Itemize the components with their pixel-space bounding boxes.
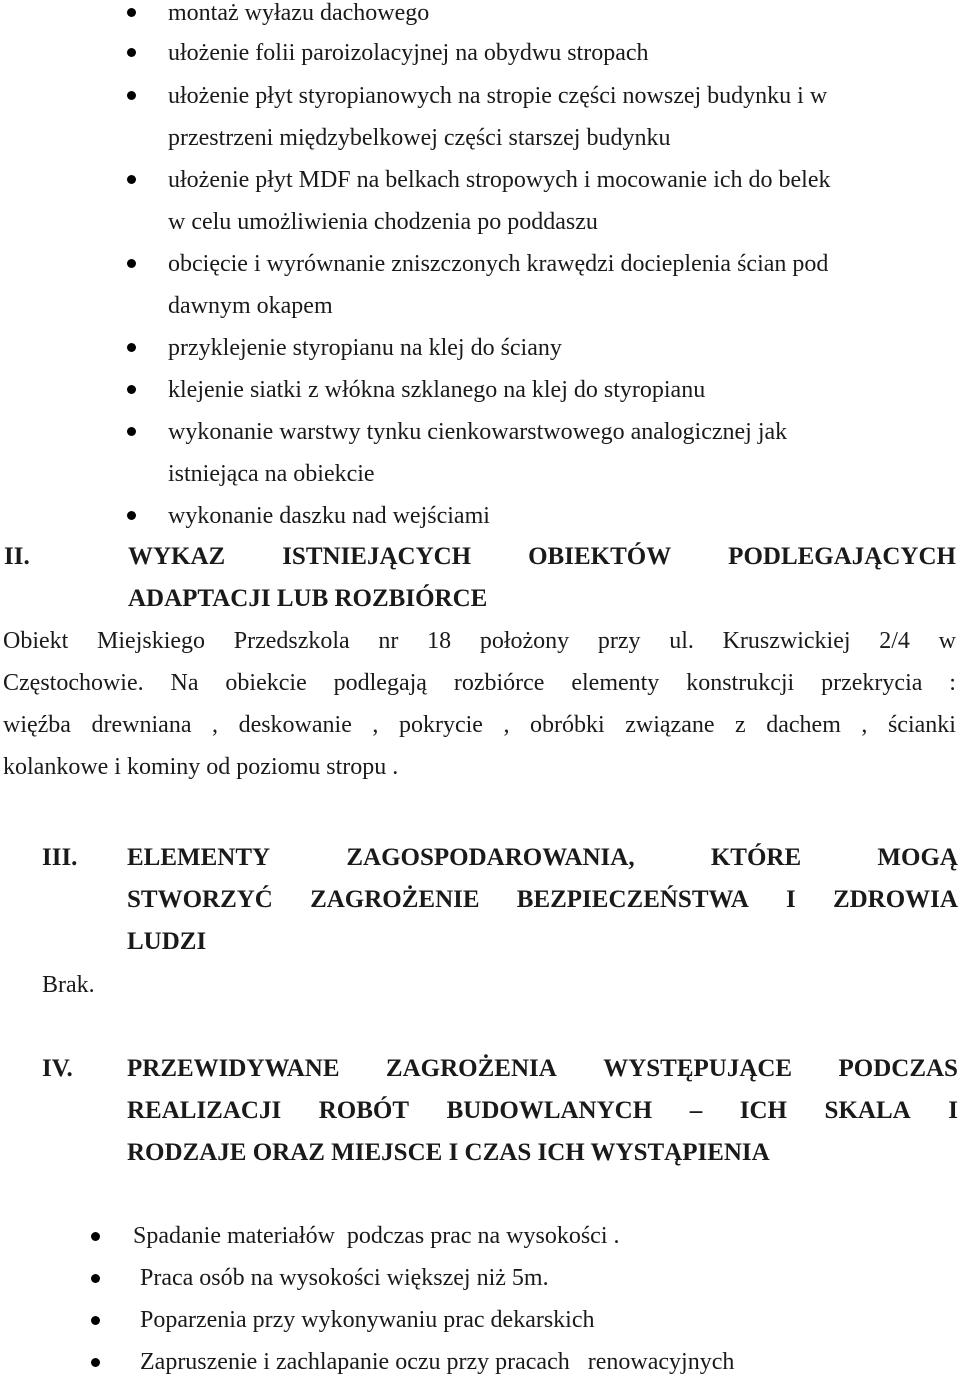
word: przekrycia (821, 670, 923, 696)
word: dachem (766, 712, 841, 738)
bullet-dot (91, 1358, 100, 1367)
bullet-dot (91, 1316, 100, 1325)
word: I (786, 886, 796, 913)
list-item-text: obcięcie i wyrównanie zniszczonych krawędzi docieplenia ścian pod (168, 251, 829, 277)
word: ścianki (887, 712, 956, 738)
list-item-text: wykonanie daszku nad wejściami (168, 503, 490, 529)
section-title: LUDZI (127, 928, 207, 955)
word: I (948, 1097, 958, 1124)
bullet-dot (127, 511, 136, 520)
section-title (127, 879, 958, 921)
word: ELEMENTY (127, 844, 271, 871)
paragraph-line: kolankowe i kominy od poziomu stropu . (3, 754, 399, 780)
word: , (212, 712, 219, 738)
section-title (127, 1048, 958, 1090)
bullet-dot (127, 91, 136, 100)
word: , (372, 712, 379, 738)
word: położony (479, 628, 570, 654)
list-item-text: montaż wyłazu dachowego (168, 0, 430, 26)
word: Przedszkola (233, 628, 350, 654)
paragraph-line (3, 662, 956, 704)
word: obiekcie (225, 670, 307, 696)
word: w (938, 628, 956, 654)
section-number: III. (42, 844, 78, 871)
word: BUDOWLANYCH (446, 1097, 653, 1124)
word: konstrukcji (686, 670, 795, 696)
word: SKALA (824, 1097, 911, 1124)
list-item-text: istniejąca na obiekcie (168, 461, 375, 487)
word: WYKAZ (128, 543, 226, 570)
list-item-text: przestrzeni międzybelkowej części starszej budynku (168, 125, 671, 151)
word: pokrycie (398, 712, 483, 738)
list-item-text: w celu umożliwienia chodzenia po poddaszu (168, 209, 598, 235)
list-item-text: wykonanie warstwy tynku cienkowarstwowego analogicznej jak (168, 419, 788, 445)
word: ZAGROŻENIE (310, 886, 480, 913)
list-item-text: ułożenie płyt styropianowych na stropie części nowszej budynku i w (168, 83, 828, 109)
word: Na (170, 670, 199, 696)
word: ISTNIEJĄCYCH (282, 543, 472, 570)
section-number: IV. (42, 1055, 73, 1082)
word: przy (597, 628, 641, 654)
word: BEZPIECZEŃSTWA (516, 886, 749, 913)
word: STWORZYĆ (127, 886, 273, 913)
bullet-dot (127, 259, 136, 268)
word: KTÓRE (710, 844, 802, 871)
word: MOGĄ (877, 844, 958, 871)
word: PODLEGAJĄCYCH (728, 543, 956, 570)
word: obróbki (530, 712, 605, 738)
word: Częstochowie. (3, 670, 144, 696)
list-item-text: Praca osób na wysokości większej niż 5m. (140, 1265, 549, 1291)
section-body: Brak. (42, 972, 95, 998)
bullet-dot (127, 175, 136, 184)
list-item-text: przyklejenie styropianu na klej do ściany (168, 335, 562, 361)
word: OBIEKTÓW (528, 543, 672, 570)
bullet-dot (127, 343, 136, 352)
word: ZAGROŻENIA (385, 1055, 557, 1082)
word: ROBÓT (318, 1097, 410, 1124)
word: nr (378, 628, 399, 654)
word: WYSTĘPUJĄCE (603, 1055, 793, 1082)
word: : (949, 670, 956, 696)
word: PRZEWIDYWANE (127, 1055, 340, 1082)
word: Miejskiego (97, 628, 206, 654)
word: deskowanie (238, 712, 352, 738)
word: ZAGOSPODAROWANIA, (346, 844, 635, 871)
word: , (503, 712, 510, 738)
list-item-text: Spadanie materiałów podczas prac na wysokości . (133, 1223, 620, 1249)
word: Obiekt (3, 628, 69, 654)
bullet-dot (91, 1232, 100, 1241)
bullet-dot (91, 1274, 100, 1283)
word: 2/4 (879, 628, 910, 654)
section-title: ADAPTACJI LUB ROZBIÓRCE (128, 585, 488, 612)
word: ul. (669, 628, 694, 654)
bullet-dot (127, 8, 136, 17)
section-number: II. (4, 543, 30, 570)
word: elementy (571, 670, 660, 696)
word: drewniana (91, 712, 192, 738)
list-item-text: ułożenie płyt MDF na belkach stropowych i mocowanie ich do belek (168, 167, 831, 193)
list-item-text: ułożenie folii paroizolacyjnej na obydwu stropach (168, 40, 649, 66)
section-title (127, 1090, 958, 1132)
bullet-dot (127, 427, 136, 436)
word: ICH (739, 1097, 787, 1124)
bullet-dot (127, 385, 136, 394)
paragraph-line (3, 704, 956, 746)
word: Kruszwickiej (722, 628, 851, 654)
word: – (689, 1097, 703, 1124)
word: więźba (3, 712, 71, 738)
list-item-text: Poparzenia przy wykonywaniu prac dekarskich (140, 1307, 595, 1333)
section-title (128, 536, 956, 578)
section-title: RODZAJE ORAZ MIEJSCE I CZAS ICH WYSTĄPIENIA (127, 1139, 770, 1166)
paragraph-line (3, 620, 956, 662)
word: podlegają (333, 670, 427, 696)
word: związane (625, 712, 715, 738)
word: PODCZAS (838, 1055, 958, 1082)
word: ZDROWIA (832, 886, 958, 913)
list-item-text: klejenie siatki z włókna szklanego na klej do styropianu (168, 377, 706, 403)
word: , (861, 712, 868, 738)
section-title (127, 837, 958, 879)
word: REALIZACJI (127, 1097, 282, 1124)
bullet-dot (127, 48, 136, 57)
list-item-text: Zapruszenie i zachlapanie oczu przy pracach renowacyjnych (140, 1349, 735, 1375)
list-item-text: dawnym okapem (168, 293, 333, 319)
word: z (735, 712, 746, 738)
word: 18 (427, 628, 452, 654)
word: rozbiórce (453, 670, 545, 696)
